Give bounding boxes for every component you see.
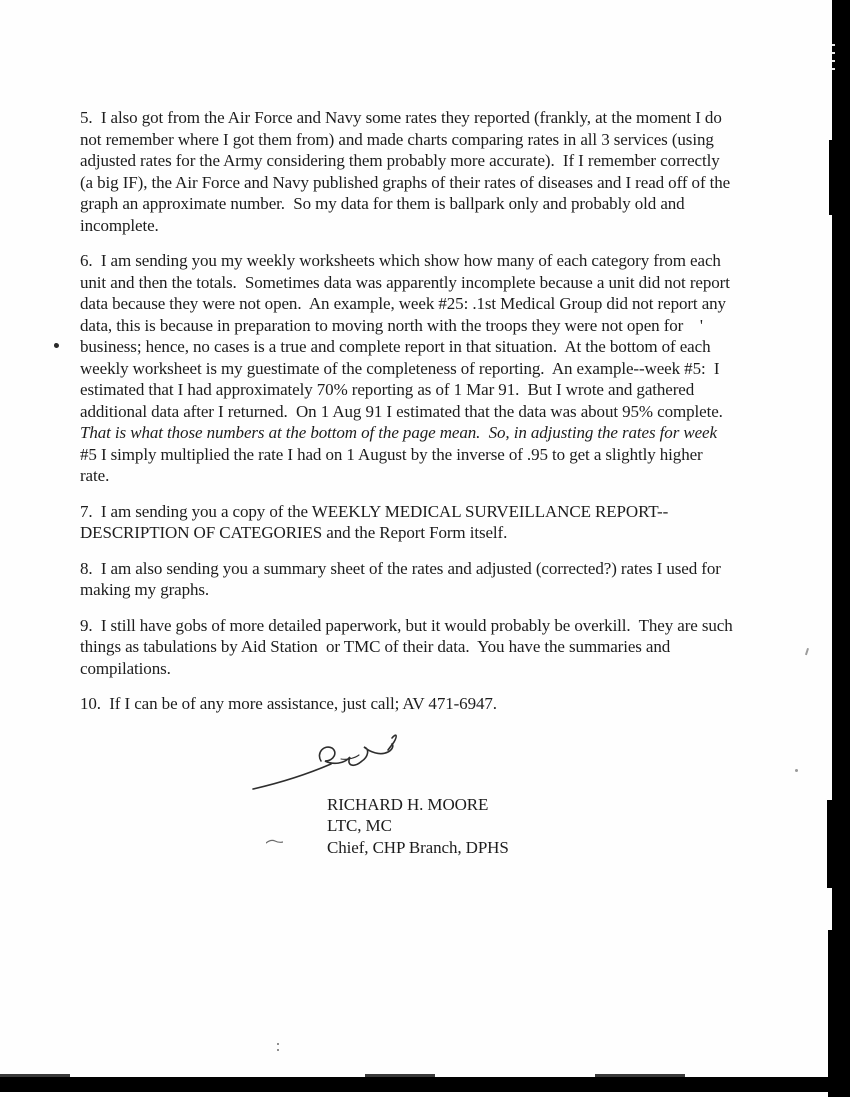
text-line: (a big IF), the Air Force and Navy published graphs of their rates of diseases and I read off of the <box>80 172 731 192</box>
text-line: rate. <box>80 466 110 485</box>
text-line: 9. I still have gobs of more detailed paperwork, but it would probably be overkill. They are such <box>80 615 733 635</box>
paragraph-10 <box>80 693 820 715</box>
text-line: weekly worksheet is my guestimate of the completeness of reporting. An example--week #5: I <box>80 358 720 378</box>
scan-edge-bar-patch <box>829 140 835 215</box>
signer-title: Chief, CHP Branch, DPHS <box>327 837 509 857</box>
text-line: incomplete. <box>80 215 159 235</box>
scan-fringe <box>0 1074 70 1077</box>
scan-edge-bar-patch <box>828 930 835 1097</box>
handwritten-signature <box>245 731 405 793</box>
scan-bar-notch <box>832 68 835 70</box>
stray-ink-mark <box>54 343 59 348</box>
text-line: making my graphs. <box>80 580 210 599</box>
stray-speck <box>277 1043 279 1052</box>
scan-bar-notch <box>832 60 835 62</box>
text-line: 6. I am sending you my weekly worksheets which show how many of each category from each <box>80 251 721 270</box>
text-line: things as tabulations by Aid Station or TMC of their data. You have the summaries and <box>80 637 671 656</box>
paragraph-8 <box>80 558 820 601</box>
signature-block <box>327 794 509 858</box>
scan-bar-notch <box>832 44 835 46</box>
letter-body <box>80 107 820 729</box>
text-line: not remember where I got them from) and made charts comparing rates in all 3 services (using <box>80 129 714 149</box>
text-line: business; hence, no cases is a true and complete report in that situation. At the bottom of each <box>80 337 711 356</box>
text-line: #5 I simply multiplied the rate I had on 1 August by the inverse of .95 to get a slightly higher <box>80 444 703 464</box>
text-line: DESCRIPTION OF CATEGORIES and the Report Form itself. <box>80 523 508 542</box>
text-line: 5. I also got from the Air Force and Navy some rates they reported (frankly, at the moment I do <box>80 108 722 127</box>
text-line: data because they were not open. An example, week #25: .1st Medical Group did not report any <box>80 294 726 313</box>
paragraph-6 <box>80 250 820 487</box>
stray-dot <box>795 769 798 772</box>
text-line: 7. I am sending you a copy of the WEEKLY MEDICAL SURVEILLANCE REPORT-- <box>80 501 669 521</box>
signer-rank: LTC, MC <box>327 816 392 836</box>
paragraph-7 <box>80 501 820 544</box>
scan-edge-bar-bottom <box>0 1077 850 1092</box>
text-line: additional data after I returned. On 1 Aug 91 I estimated that the data was about 95% complete. <box>80 401 723 421</box>
text-line: unit and then the totals. Sometimes data was apparently incomplete because a unit did not report <box>80 272 730 292</box>
scan-fringe <box>365 1074 435 1077</box>
text-line: graph an approximate number. So my data for them is ballpark only and probably old and <box>80 194 685 213</box>
paragraph-9 <box>80 615 820 680</box>
text-line: estimated that I had approximately 70% reporting as of 1 Mar 91. But I wrote and gathered <box>80 380 695 399</box>
text-line: data, this is because in preparation to moving north with the troops they were not open for ' <box>80 315 703 335</box>
scan-fringe <box>595 1074 685 1077</box>
signer-name: RICHARD H. MOORE <box>327 795 489 814</box>
stray-pencil-mark <box>266 838 283 845</box>
text-line-italic: That is what those numbers at the bottom of the page mean. So, in adjusting the rates for week <box>80 423 717 442</box>
text-line: compilations. <box>80 658 171 678</box>
text-line: 8. I am also sending you a summary sheet of the rates and adjusted (corrected?) rates I used for <box>80 558 721 578</box>
paragraph-5 <box>80 107 820 236</box>
scan-edge-bar-patch <box>827 800 835 888</box>
scan-bar-notch <box>832 52 835 54</box>
text-line: adjusted rates for the Army considering them probably more accurate). If I remember correctly <box>80 151 720 170</box>
text-line: 10. If I can be of any more assistance, just call; AV 471-6947. <box>80 694 497 713</box>
